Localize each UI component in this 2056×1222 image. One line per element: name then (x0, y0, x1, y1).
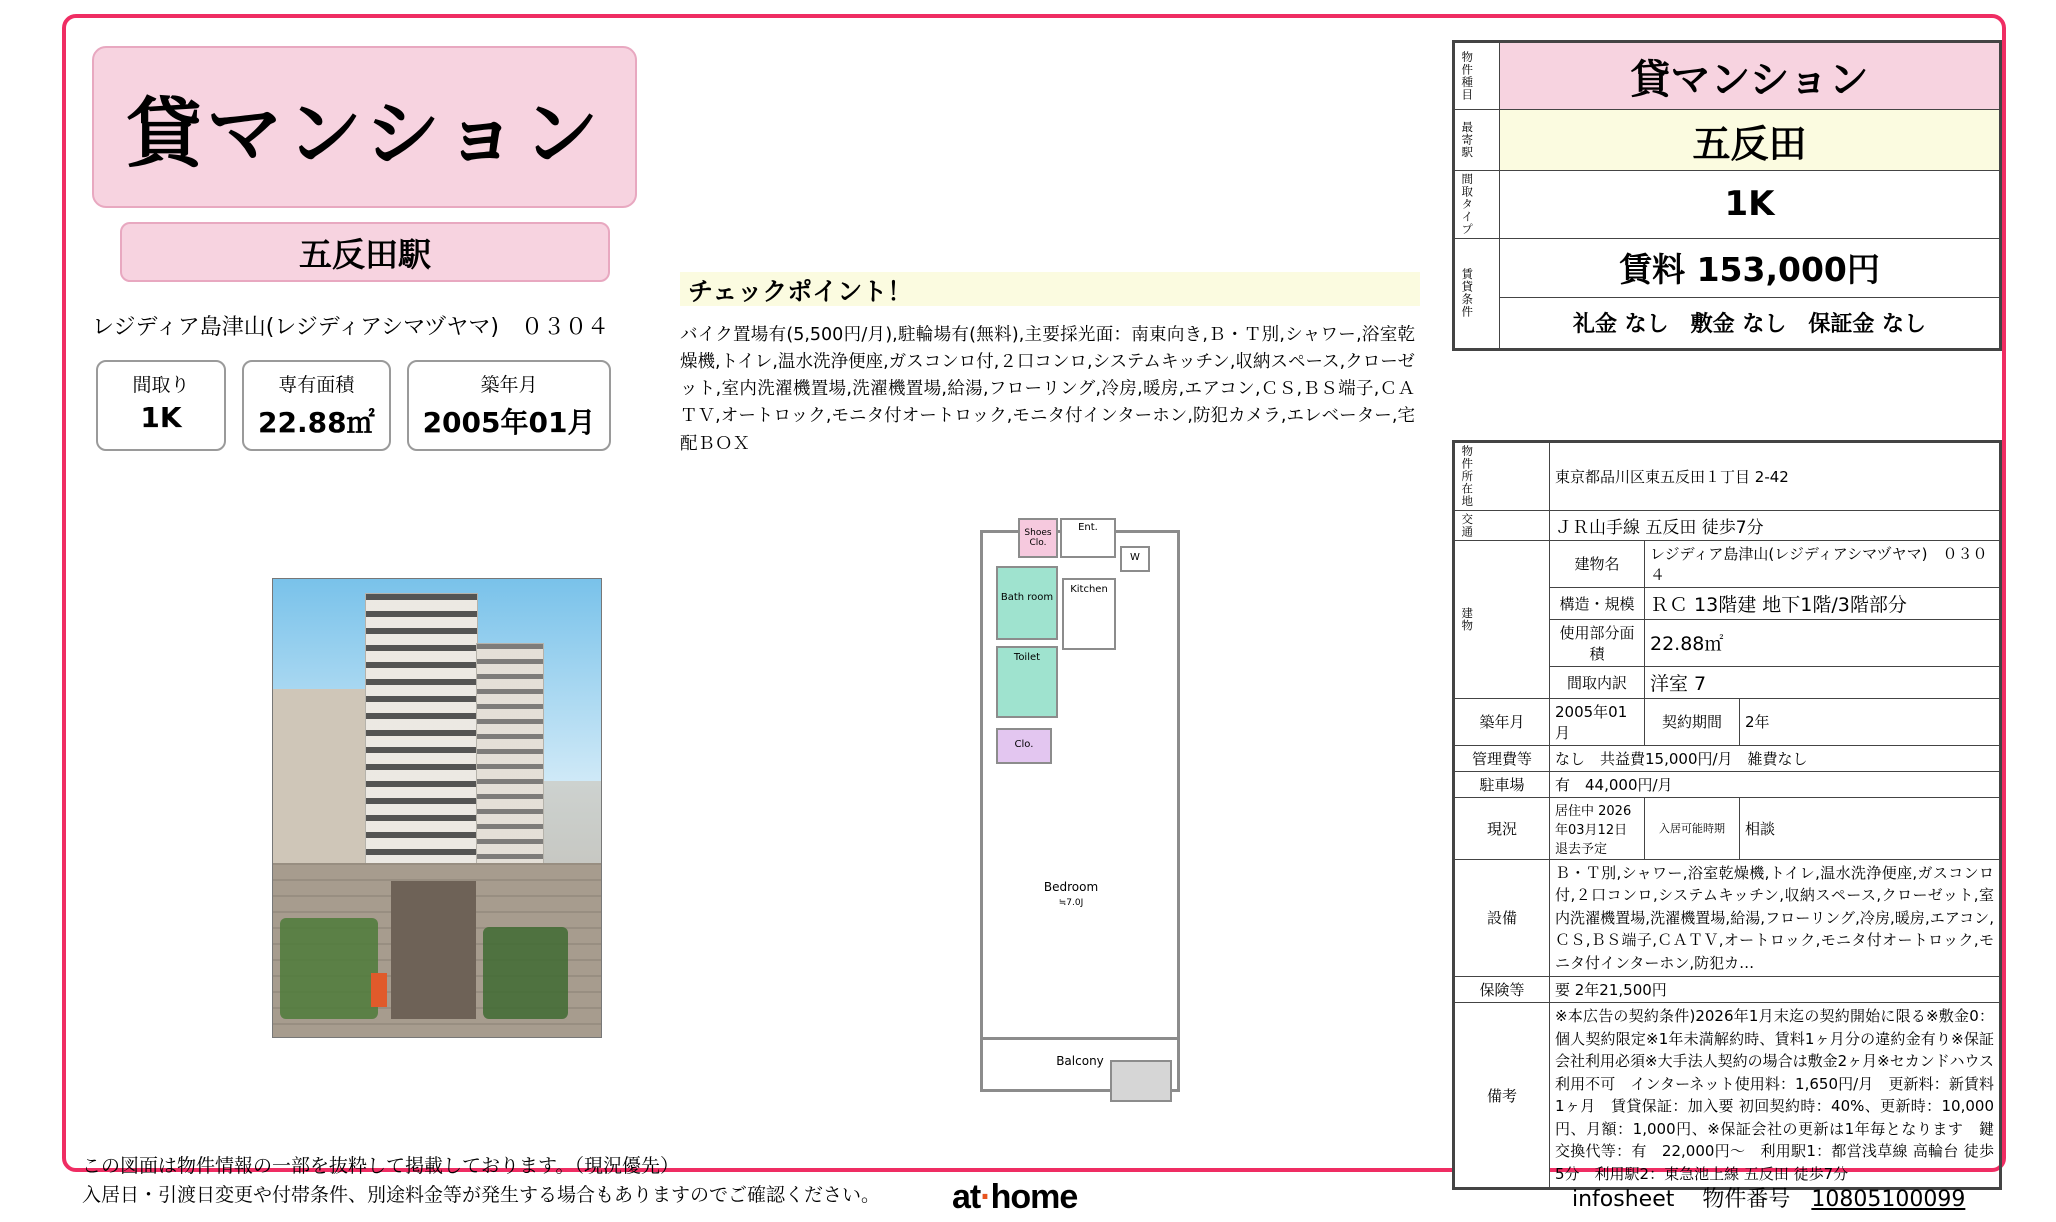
table-row (1455, 110, 2000, 171)
spec-built-value: 2005年01月 (422, 406, 596, 439)
management-fee-value: なし 共益費15,000円/月 雑費なし (1550, 745, 2000, 771)
summary-layout-value: 1K (1500, 171, 2000, 239)
spec-area (242, 360, 391, 451)
details-table (1452, 440, 2002, 1190)
property-title: 貸マンション (126, 88, 603, 178)
floorplan-kitchen (1062, 578, 1116, 650)
floorplan-shoes-label: Shoes Clo. (1024, 528, 1052, 548)
summary-rent-value: 賃料 153,000円 (1500, 238, 2000, 297)
summary-table (1452, 40, 2002, 351)
footer-disclaimer (82, 1152, 880, 1209)
management-fee-label: 管理費等 (1455, 745, 1550, 771)
table-row (1455, 171, 2000, 239)
floorplan-washer-label: W (1130, 552, 1140, 563)
floorplan-bedroom-label: Bedroom (1043, 880, 1099, 894)
remarks-label: 備考 (1455, 1003, 1550, 1188)
spec-layout-value: 1K (140, 401, 182, 434)
floorplan-shoes-closet (1018, 518, 1058, 558)
spec-area-label: 専有面積 (278, 374, 355, 396)
floorplan-closet-label: Clo. (1014, 739, 1034, 750)
floor-plan (960, 500, 1200, 1120)
floorplan-bathroom (996, 566, 1058, 640)
property-number: 10805100099 (1811, 1187, 1966, 1212)
floorplan-balcony-box (1110, 1060, 1172, 1102)
photo-entrance (391, 881, 476, 1018)
status-label: 現況 (1455, 797, 1550, 859)
spec-area-value: 22.88㎡ (258, 406, 375, 439)
summary-station-label: 最寄駅 (1460, 121, 1475, 159)
table-row (1455, 540, 2000, 587)
photo-tower-main (365, 593, 479, 884)
summary-kind-value: 貸マンション (1500, 43, 2000, 110)
table-row (1455, 859, 2000, 977)
checkpoint-title: チェックポイント！ (680, 272, 1420, 306)
property-number-label: 物件番号 (1702, 1187, 1791, 1212)
layout-detail-value: 洋室 7 (1645, 666, 2000, 698)
table-row (1455, 43, 2000, 110)
photo-tower-side (476, 643, 544, 883)
station-box (120, 222, 610, 282)
remarks-value: ※本広告の契約条件)2026年1月末迄の契約開始に限る※敷金0：個人契約限定※1年未満解約時、賃料1ヶ月分の違約金有り※保証会社利用必須※大手法人契約の場合は敷金2ヶ月※セカンドハウス利用不可 インターネット使用料：1,650円/月 更新料：新賃料1ヶ月 賃貸保証：加入要 初回契約時：40%、更新時：10,000円、月額：1,000円、※保証会社の更新は1年毎となります 鍵交換代等：有 22,000円〜 利用駅1：都営浅草線 高輪台 徒歩5分 利用駅2：東急池上線 五反田 徒歩7分 (1550, 1003, 2000, 1188)
built-date-value: 2005年01月 (1550, 698, 1645, 745)
address-value: 東京都品川区東五反田１丁目 2-42 (1550, 443, 2000, 511)
table-row (1455, 797, 2000, 859)
footer-infosheet (1572, 1182, 1965, 1213)
property-title-box (92, 46, 637, 208)
table-row (1455, 297, 2000, 348)
athome-logo: at·home (952, 1178, 1078, 1216)
spec-built (407, 360, 612, 451)
contract-period-value: 2年 (1740, 698, 2000, 745)
summary-station-value: 五反田 (1500, 110, 2000, 171)
access-value: ＪＲ山手線 五反田 徒歩7分 (1550, 510, 2000, 540)
equipment-label: 設備 (1455, 859, 1550, 977)
availability-value: 相談 (1740, 797, 2000, 859)
footer-disclaimer-line2: 入居日・引渡日変更や付帯条件、別途料金等が発生する場合もありますのでご確認ください。 (82, 1183, 881, 1206)
table-row (1455, 510, 2000, 540)
building-photo (272, 578, 602, 1038)
photo-left-building (273, 689, 365, 891)
parking-label: 駐車場 (1455, 771, 1550, 797)
floorplan-entrance-label: Ent. (1078, 522, 1098, 533)
spec-layout-label: 間取り (132, 374, 190, 396)
use-area-value: 22.88㎡ (1645, 619, 2000, 666)
building-name-label: 建物名 (1550, 540, 1645, 587)
table-row (1455, 977, 2000, 1003)
parking-value: 有 44,000円/月 (1550, 771, 2000, 797)
address-label: 物件所在地 (1460, 445, 1475, 508)
floorplan-bath-label: Bath room (1000, 592, 1054, 603)
building-name-value: レジディア島津山(レジディアシマヅヤマ) ０３０４ (1645, 540, 2000, 587)
built-date-label: 築年月 (1455, 698, 1550, 745)
photo-planting-left (280, 918, 378, 1019)
table-row (1455, 1003, 2000, 1188)
summary-fees-value: 礼金 なし 敷金 なし 保証金 なし (1500, 297, 2000, 348)
photo-signpost (371, 973, 387, 1007)
access-label: 交通 (1460, 512, 1475, 538)
availability-label: 入居可能時期 (1645, 797, 1740, 859)
summary-kind-label: 物件種目 (1460, 51, 1475, 101)
building-name: レジディア島津山(レジディアシマヅヤマ) ０３０４ (92, 315, 610, 340)
checkpoint-body: バイク置場有(5,500円/月),駐輪場有(無料),主要採光面：南東向き,Ｂ・Ｔ別,シャワー,浴室乾燥機,トイレ,温水洗浄便座,ガスコンロ付,２口コンロ,システムキッチン,収納スペース,クローゼット,室内洗濯機置場,洗濯機置場,給湯,フローリング,冷房,暖房,エアコン,ＣＳ,ＢＳ端子,ＣＡＴＶ,オートロック,モニタ付オートロック,モニタ付インターホン,防犯カメラ,エレベーター,宅配ＢＯＸ (680, 325, 1415, 454)
spec-layout (96, 360, 226, 451)
contract-period-label: 契約期間 (1645, 698, 1740, 745)
table-row (1455, 443, 2000, 511)
floorplan-entrance (1060, 518, 1116, 558)
floorplan-closet (996, 728, 1052, 764)
table-row (1455, 698, 2000, 745)
floorplan-toilet-label: Toilet (1013, 652, 1041, 663)
infosheet-label: infosheet (1572, 1187, 1675, 1212)
insurance-value: 要 2年21,500円 (1550, 977, 2000, 1003)
footer-disclaimer-line1: この図面は物件情報の一部を抜粋して掲載しております。（現況優先） (82, 1155, 679, 1177)
spec-row (96, 360, 611, 451)
photo-planting-right (483, 927, 568, 1019)
floorplan-bedroom-size: ≒7.0J (1058, 898, 1084, 908)
floorplan-washer (1120, 546, 1150, 572)
floorplan-kitchen-label: Kitchen (1070, 584, 1108, 595)
building-label: 建物 (1460, 606, 1475, 632)
summary-rent-label: 賃貸条件 (1460, 268, 1475, 318)
structure-value: ＲＣ 13階建 地下1階/3階部分 (1645, 587, 2000, 619)
insurance-label: 保険等 (1455, 977, 1550, 1003)
table-row (1455, 745, 2000, 771)
table-row (1455, 771, 2000, 797)
table-row (1455, 238, 2000, 297)
floorplan-bedroom (990, 770, 1152, 970)
floorplan-balcony-label: Balcony (1056, 1054, 1104, 1068)
status-value: 居住中 2026年03月12日退去予定 (1550, 797, 1645, 859)
layout-detail-label: 間取内訳 (1550, 666, 1645, 698)
use-area-label: 使用部分面積 (1550, 619, 1645, 666)
summary-layout-label: 間取タイプ (1460, 173, 1475, 236)
station-name: 五反田駅 (299, 234, 431, 274)
structure-label: 構造・規模 (1550, 587, 1645, 619)
spec-built-label: 築年月 (480, 374, 538, 396)
floorplan-toilet (996, 646, 1058, 718)
equipment-value: Ｂ・Ｔ別,シャワー,浴室乾燥機,トイレ,温水洗浄便座,ガスコンロ付,２口コンロ,システムキッチン,収納スペース,クローゼット,室内洗濯機置場,洗濯機置場,給湯,フローリング,冷房,暖房,エアコン,ＣＳ,ＢＳ端子,ＣＡＴＶ,オートロック,モニタ付オートロック,モニタ付インターホン,防犯カ… (1550, 859, 2000, 977)
